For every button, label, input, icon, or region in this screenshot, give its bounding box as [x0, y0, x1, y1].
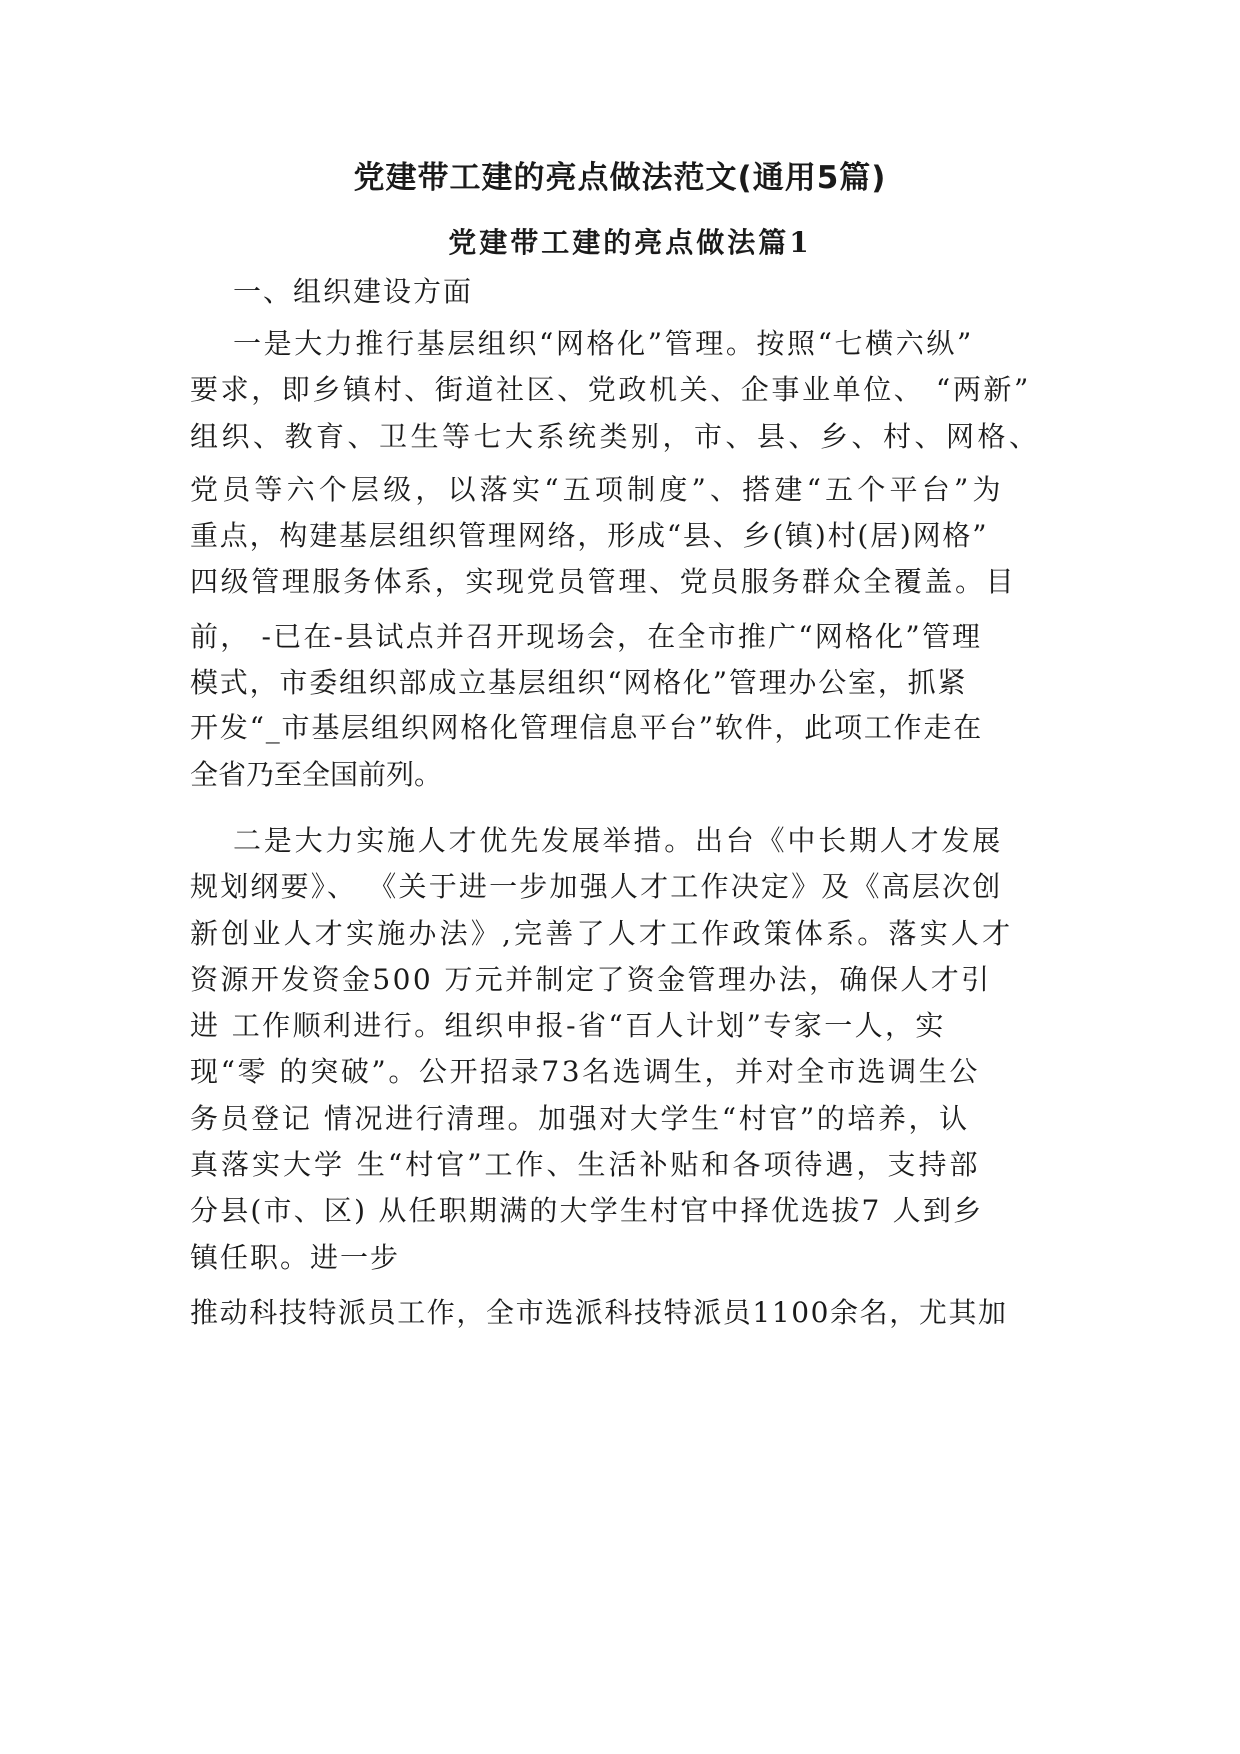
paragraph-2-line-1: 二是大力实施人才优先发展举措。出台《中长期人才发展 — [233, 824, 1004, 857]
paragraph-2-line-7: 务员登记 情况进行清理。加强对大学生“村官”的培养，认 — [190, 1102, 970, 1135]
paragraph-1-line-7: 前， -已在-县试点并召开现场会，在全市推广“网格化”管理 — [190, 620, 983, 653]
paragraph-1-line-9: 开发“_市基层组织网格化管理信息平台”软件，此项工作走在 — [190, 711, 984, 744]
paragraph-2-line-10: 镇任职。进一步 — [190, 1241, 401, 1274]
paragraph-1-line-2: 要求，即乡镇村、街道社区、党政机关、企事业单位、 “两新” — [190, 373, 1031, 406]
paragraph-2-line-2: 规划纲要》、 《关于进一步加强人才工作决定》及《高层次创 — [190, 870, 1003, 903]
paragraph-2-line-6: 现“零 的突破”。公开招录73名选调生，并对全市选调生公 — [190, 1055, 980, 1088]
document-subtitle: 党建带工建的亮点做法篇1 — [448, 226, 812, 259]
document-title: 党建带工建的亮点做法范文(通用5篇) — [353, 160, 887, 196]
paragraph-2-line-9: 分县(市、区) 从任职期满的大学生村官中择优选拔7 人到乡 — [190, 1194, 984, 1227]
paragraph-2-line-8: 真落实大学 生“村官”工作、生活补贴和各项待遇，支持部 — [190, 1148, 981, 1181]
paragraph-2-line-5: 进 工作顺利进行。组织申报-省“百人计划”专家一人，实 — [190, 1009, 946, 1042]
paragraph-2-line-11: 推动科技特派员工作，全市选派科技特派员1100余名，尤其加 — [190, 1296, 1008, 1329]
paragraph-2-line-4: 资源开发资金500 万元并制定了资金管理办法，确保人才引 — [190, 963, 992, 996]
paragraph-1-line-1: 一是大力推行基层组织“网格化”管理。按照“七横六纵” — [233, 327, 974, 360]
paragraph-1-line-5: 重点，构建基层组织管理网络，形成“县、乡(镇)村(居)网格” — [190, 519, 989, 552]
paragraph-1-line-3: 组织、教育、卫生等七大系统类别，市、县、乡、村、网格、 — [190, 420, 1041, 453]
paragraph-1-line-8: 模式，市委组织部成立基层组织“网格化”管理办公室，抓紧 — [190, 666, 968, 699]
paragraph-1-line-10: 全省乃至全国前列。 — [190, 758, 443, 791]
section-heading: 一、组织建设方面 — [233, 275, 474, 308]
paragraph-1-line-4: 党员等六个层级，以落实“五项制度”、搭建“五个平台”为 — [190, 473, 1005, 506]
paragraph-2-line-3: 新创业人才实施办法》,完善了人才工作政策体系。落实人才 — [190, 917, 1014, 950]
paragraph-1-line-6: 四级管理服务体系，实现党员管理、党员服务群众全覆盖。目 — [190, 565, 1017, 598]
